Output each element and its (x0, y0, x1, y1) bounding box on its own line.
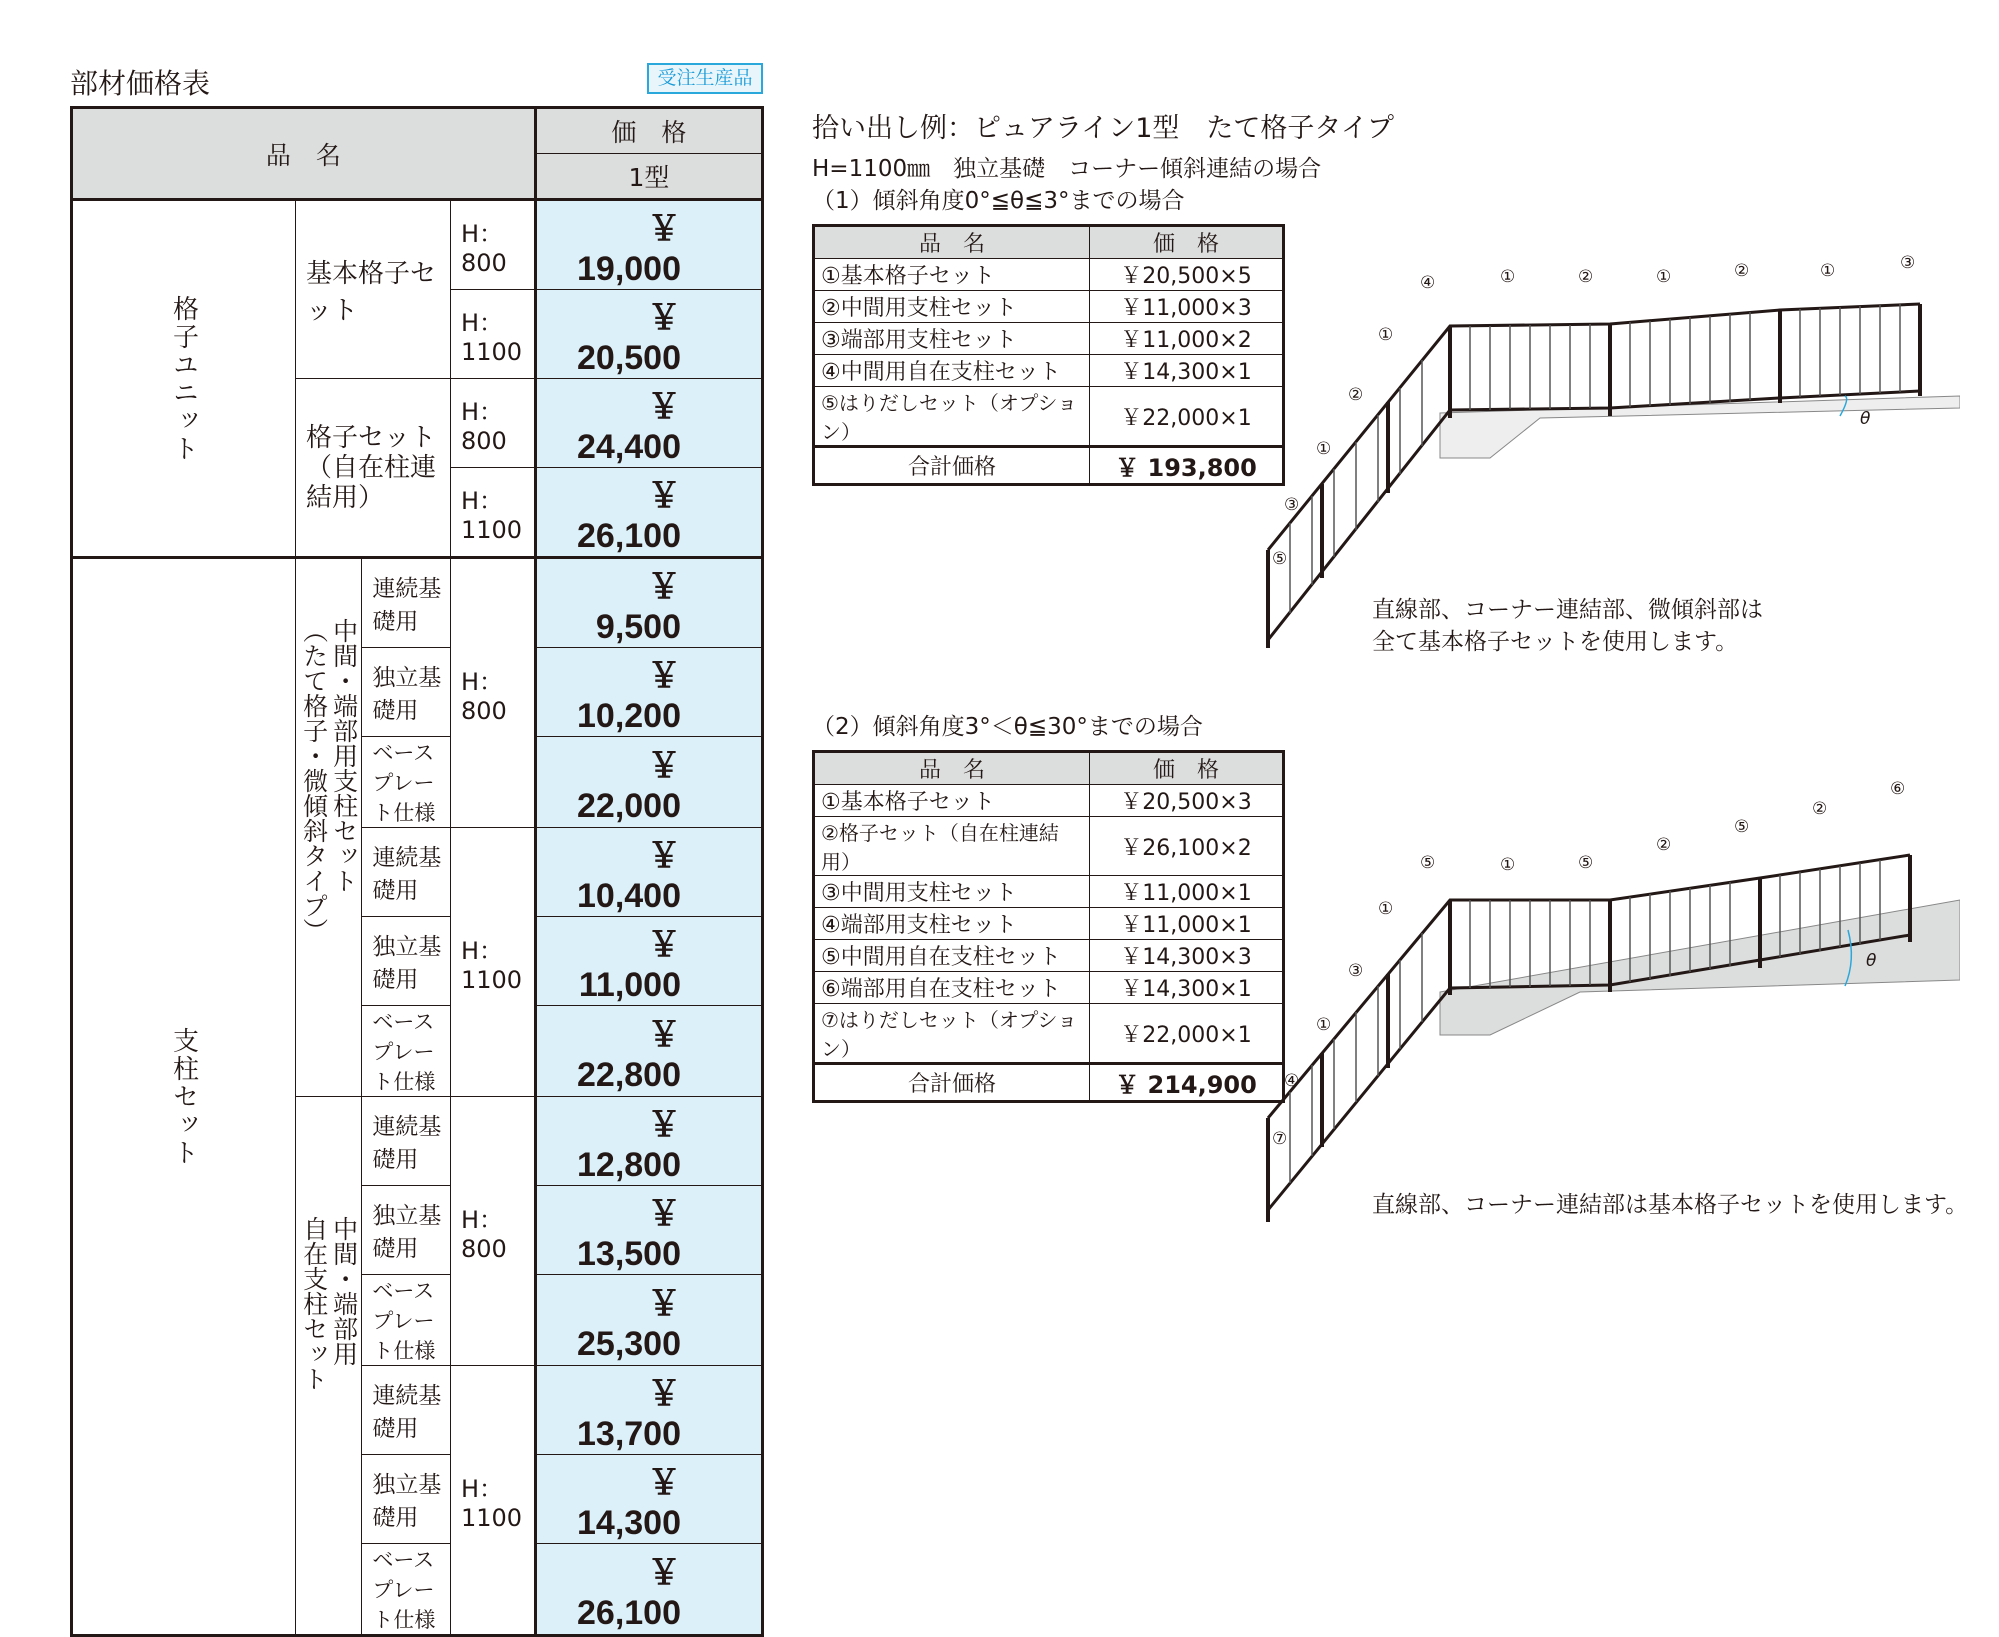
table-row: ⑦はりだしセット（オプション） ￥22,000×1 (814, 1004, 1284, 1064)
height-label: H：800 (450, 200, 535, 290)
svg-text:⑤: ⑤ (1420, 853, 1436, 873)
case2-title: （2）傾斜角度3°＜θ≦30°までの場合 (812, 714, 1203, 740)
header-type: 1型 (535, 154, 762, 200)
price-cell: ￥ 10,400 (535, 828, 762, 917)
table-row: ①基本格子セット ￥20,500×3 (814, 785, 1284, 817)
svg-text:⑦: ⑦ (1272, 1129, 1288, 1149)
header-price: 価 格 (535, 108, 762, 154)
price-cell: ￥ 22,000 (535, 737, 762, 828)
case1-title: （1）傾斜角度0°≦θ≦3°までの場合 (812, 188, 1185, 214)
group-lattice-unit: 格子ユニット (72, 200, 296, 558)
case2-fence-diagram (1260, 770, 1960, 1230)
fence-top-rail (1268, 304, 1920, 550)
post-type: 連続基礎用 (362, 1097, 451, 1186)
price-cell: ￥ 19,000 (535, 200, 762, 290)
price-cell: ￥ 13,500 (535, 1186, 762, 1275)
svg-text:②: ② (1734, 261, 1750, 281)
svg-text:①: ① (1500, 267, 1516, 287)
group-post-set: 支柱セット (72, 558, 296, 1636)
post-type: ベースプレート仕様 (362, 1006, 451, 1097)
table-row: ④端部用支柱セット ￥11,000×1 (814, 908, 1284, 940)
case1-note: 直線部、コーナー連結部、微傾斜部は 全て基本格子セットを使用します。 (1372, 597, 1763, 655)
col-item: 品 名 (814, 752, 1090, 785)
example-title: 拾い出し例：ピュアライン1型 たて格子タイプ (812, 113, 1395, 144)
post-type: 連続基礎用 (362, 828, 451, 917)
total-row: 合計価格 ￥ 214,900 (814, 1064, 1284, 1102)
col-price: 価 格 (1090, 226, 1284, 259)
svg-text:③: ③ (1348, 961, 1364, 981)
price-cell: ￥ 20,500 (535, 290, 762, 379)
price-cell: ￥ 10,200 (535, 648, 762, 737)
price-cell: ￥ 11,000 (535, 917, 762, 1006)
col-item: 品 名 (814, 226, 1090, 259)
price-cell: ￥ 22,800 (535, 1006, 762, 1097)
svg-text:①: ① (1820, 261, 1836, 281)
post-type: 独立基礎用 (362, 1186, 451, 1275)
unit-name-flex: 格子セット （自在柱連結用） (296, 379, 451, 558)
parts-price-table (70, 106, 764, 1637)
table-row: ②格子セット（自在柱連結用） ￥26,100×2 (814, 817, 1284, 876)
table-row: ③中間用支柱セット ￥11,000×1 (814, 876, 1284, 908)
post-type: 独立基礎用 (362, 917, 451, 1006)
height-label: H：1100 (450, 290, 535, 379)
case1-table (812, 224, 1285, 486)
table-row: ②中間用支柱セット ￥11,000×3 (814, 291, 1284, 323)
height-label: H：1100 (450, 468, 535, 558)
table-row: ⑥端部用自在支柱セット ￥14,300×1 (814, 972, 1284, 1004)
ground-shape (1440, 396, 1960, 458)
subgroup-post-b: 中間・端部用 自在支柱セット (296, 1097, 362, 1636)
svg-text:④: ④ (1284, 1071, 1300, 1091)
height-label: H：1100 (450, 828, 535, 1097)
price-table-title: 部材価格表 (70, 67, 211, 100)
table-row: ④中間用自在支柱セット ￥14,300×1 (814, 355, 1284, 387)
made-to-order-badge: 受注生産品 (647, 63, 763, 94)
svg-text:⑥: ⑥ (1890, 779, 1906, 799)
table-row: ⑤中間用自在支柱セット ￥14,300×3 (814, 940, 1284, 972)
price-cell: ￥ 9,500 (535, 558, 762, 648)
height-label: H：800 (450, 379, 535, 468)
svg-text:⑤: ⑤ (1734, 817, 1750, 837)
svg-text:①: ① (1500, 855, 1516, 875)
header-item-name: 品 名 (72, 108, 536, 200)
table-row: ⑤はりだしセット（オプション） ￥22,000×1 (814, 387, 1284, 447)
height-label: H：800 (450, 558, 535, 828)
svg-text:②: ② (1812, 799, 1828, 819)
post-type: 連続基礎用 (362, 558, 451, 648)
price-cell: ￥ 13,700 (535, 1366, 762, 1455)
case2-note: 直線部、コーナー連結部は基本格子セットを使用します。 (1372, 1192, 1969, 1218)
post-type: ベースプレート仕様 (362, 1275, 451, 1366)
price-cell: ￥ 26,100 (535, 1544, 762, 1636)
post-type: 独立基礎用 (362, 648, 451, 737)
svg-text:⑤: ⑤ (1578, 853, 1594, 873)
subgroup-post-a: 中間・端部用支柱セット （たて格子・微傾斜タイプ） (296, 558, 362, 1097)
svg-text:③: ③ (1284, 495, 1300, 515)
price-cell: ￥ 14,300 (535, 1455, 762, 1544)
price-cell: ￥ 26,100 (535, 468, 762, 558)
svg-text:②: ② (1348, 385, 1364, 405)
svg-text:①: ① (1378, 899, 1394, 919)
svg-text:④: ④ (1420, 273, 1436, 293)
post-type: 独立基礎用 (362, 1455, 451, 1544)
svg-text:③: ③ (1900, 253, 1916, 273)
ground-slope-shape (1440, 900, 1960, 1035)
theta-label: θ (1866, 951, 1877, 971)
price-cell: ￥ 24,400 (535, 379, 762, 468)
height-label: H：1100 (450, 1366, 535, 1636)
table-row: ①基本格子セット ￥20,500×5 (814, 259, 1284, 291)
example-subtitle: H=1100㎜ 独立基礎 コーナー傾斜連結の場合 (812, 156, 1322, 182)
svg-text:①: ① (1316, 1015, 1332, 1035)
svg-text:①: ① (1656, 267, 1672, 287)
svg-text:②: ② (1578, 267, 1594, 287)
svg-text:⑤: ⑤ (1272, 549, 1288, 569)
svg-text:①: ① (1316, 439, 1332, 459)
post-type: ベースプレート仕様 (362, 1544, 451, 1636)
case1-fence-diagram (1260, 248, 1960, 648)
svg-text:①: ① (1378, 325, 1394, 345)
table-row: ③端部用支柱セット ￥11,000×2 (814, 323, 1284, 355)
svg-text:②: ② (1656, 835, 1672, 855)
price-cell: ￥ 12,800 (535, 1097, 762, 1186)
post-type: ベースプレート仕様 (362, 737, 451, 828)
post-type: 連続基礎用 (362, 1366, 451, 1455)
height-label: H：800 (450, 1097, 535, 1366)
unit-name-basic: 基本格子セット (296, 200, 451, 379)
theta-label: θ (1860, 409, 1871, 429)
total-row: 合計価格 ￥ 193,800 (814, 447, 1284, 485)
fence-posts (1268, 855, 1910, 1222)
price-cell: ￥ 25,300 (535, 1275, 762, 1366)
fence-pickets (1290, 304, 1900, 613)
case2-table (812, 750, 1285, 1103)
col-price: 価 格 (1090, 752, 1284, 785)
